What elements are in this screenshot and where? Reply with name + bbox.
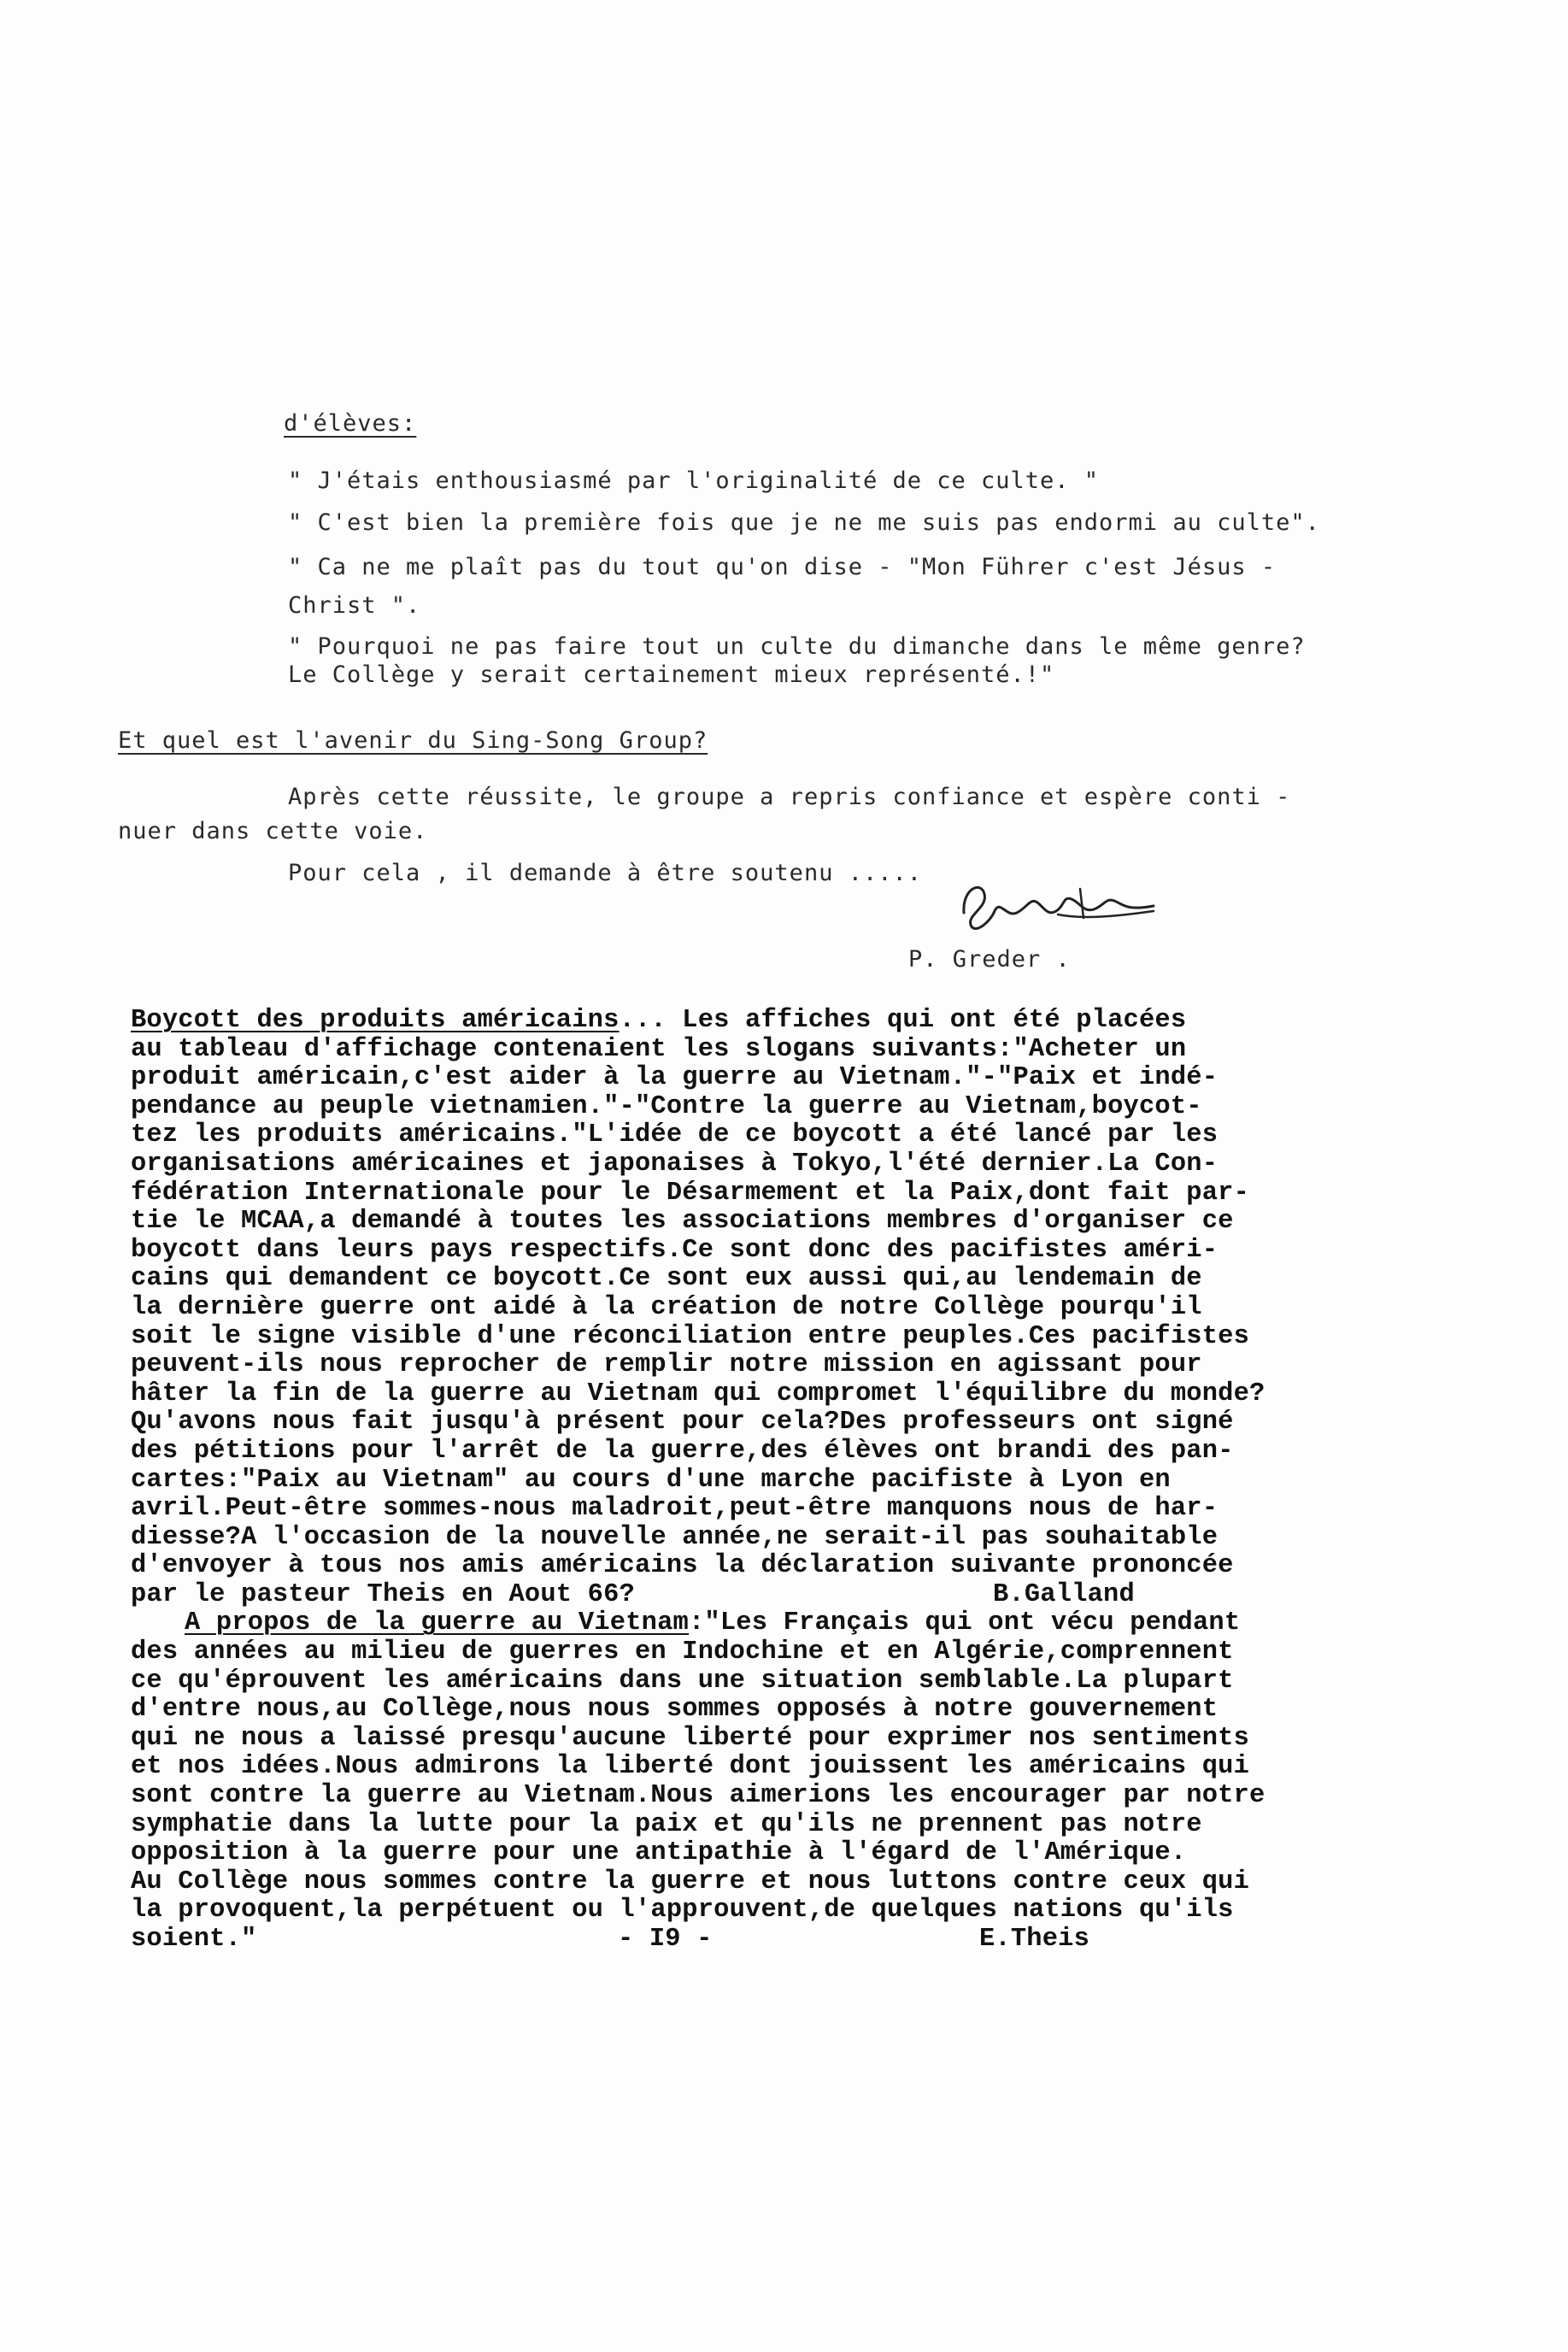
article-1-heading: Boycott des produits américains: [131, 1006, 620, 1035]
paragraph-line-1: Après cette réussite, le groupe a repris confiance et espère conti -: [288, 784, 1291, 810]
article-2-last-line: [131, 1926, 1447, 1955]
article-1-author: B.Galland: [993, 1579, 1135, 1609]
article-2-line: symphatie dans la lutte pour la paix et qu'ils ne prennent pas notre: [131, 1809, 1202, 1839]
paragraph-line-2: nuer dans cette voie.: [118, 818, 428, 844]
article-2-line: sont contre la guerre au Vietnam.Nous aimerions les encourager par notre: [131, 1781, 1266, 1811]
article-2-line: opposition à la guerre pour une antipathie à l'égard de l'Amérique.: [131, 1838, 1187, 1868]
article-1-line: organisations américaines et japonaises à Tokyo,l'été dernier.La Con-: [131, 1149, 1219, 1179]
article-1-line: Qu'avons nous fait jusqu'à présent pour cela?Des professeurs ont signé: [131, 1408, 1234, 1438]
article-1-line: avril.Peut-être sommes-nous maladroit,peut-être manquons nous de har-: [131, 1494, 1219, 1524]
article-2-line: ce qu'éprouvent les américains dans une situation semblable.La plupart: [131, 1666, 1234, 1696]
article-1-line: boycott dans leurs pays respectifs.Ce sont donc des pacifistes améri-: [131, 1235, 1219, 1265]
article-2-line: la provoquent,la perpétuent ou l'approuvent,de quelques nations qu'ils: [131, 1896, 1234, 1926]
article-2-body: [131, 1638, 1447, 1926]
student-quote-4-line-1: " Pourquoi ne pas faire tout un culte du dimanche dans le même genre?: [288, 633, 1306, 660]
upper-author: P. Greder .: [908, 946, 1071, 973]
article-1-line: la dernière guerre ont aidé à la création de notre Collège pourqu'il: [131, 1292, 1202, 1322]
article-1-line: diesse?A l'occasion de la nouvelle année,ne serait-il pas souhaitable: [131, 1522, 1219, 1552]
article-2-first-line-rest: :"Les Français qui ont vécu pendant: [689, 1608, 1241, 1638]
article-1-line: tie le MCAA,a demandé à toutes les associations membres d'organiser ce: [131, 1207, 1234, 1237]
article-2-line: qui ne nous a laissé presqu'aucune liberté pour exprimer nos sentiments: [131, 1723, 1250, 1753]
article-1-line: d'envoyer à tous nos amis américains la déclaration suivante prononcée: [131, 1551, 1234, 1581]
article-2-heading: A propos de la guerre au Vietnam: [185, 1608, 689, 1638]
student-quote-2: " C'est bien la première fois que je ne me suis pas endormi au culte".: [288, 509, 1320, 536]
article-2-author: E.Theis: [979, 1925, 1090, 1954]
article-1-line: tez les produits américains."L'idée de ce boycott a été lancé par les: [131, 1120, 1219, 1150]
articles-section: [131, 1007, 1447, 1955]
student-quote-4-line-2: Le Collège y serait certainement mieux représenté.!": [288, 662, 1055, 688]
article-1-last-line: [131, 1581, 1447, 1610]
article-1-line: hâter la fin de la guerre au Vietnam qui compromet l'équilibre du monde?: [131, 1379, 1266, 1408]
article-1-first-line-rest: ... Les affiches qui ont été placées: [619, 1006, 1187, 1035]
student-quote-3-line-2: Christ ".: [288, 592, 421, 619]
article-1-last-text: par le pasteur Theis en Aout 66?: [131, 1579, 635, 1609]
article-2-line: d'entre nous,au Collège,nous nous sommes opposés à notre gouvernement: [131, 1695, 1219, 1725]
article-1-line: produit américain,c'est aider à la guerre au Vietnam."-"Paix et indé-: [131, 1063, 1219, 1093]
page-number: - I9 -: [618, 1925, 713, 1954]
article-1-line: fédération Internationale pour le Désarmement et la Paix,dont fait par-: [131, 1178, 1250, 1208]
student-quote-3-line-1: " Ca ne me plaît pas du tout qu'on dise - "Mon Führer c'est Jésus -: [288, 554, 1277, 580]
article-2-first-line: [131, 1609, 1447, 1638]
article-2-line: des années au milieu de guerres en Indochine et en Algérie,comprennent: [131, 1638, 1234, 1667]
article-1-line: au tableau d'affichage contenaient les slogans suivants:"Acheter un: [131, 1034, 1187, 1064]
article-1-line: pendance au peuple vietnamien."-"Contre la guerre au Vietnam,boycot-: [131, 1091, 1202, 1121]
question-heading: Et quel est l'avenir du Sing-Song Group?: [118, 727, 708, 754]
article-1-line: cartes:"Paix au Vietnam" au cours d'une marche pacifiste à Lyon en: [131, 1465, 1171, 1495]
article-1-line: des pétitions pour l'arrêt de la guerre,des élèves ont brandi des pan-: [131, 1436, 1234, 1466]
article-2-last-text: soient.": [131, 1925, 257, 1954]
section-heading: d'élèves:: [284, 410, 417, 437]
article-1-first-line: [131, 1007, 1447, 1036]
paragraph-support-line: Pour cela , il demande à être soutenu .....: [288, 860, 922, 886]
article-2-line: Au Collège nous sommes contre la guerre et nous luttons contre ceux qui: [131, 1867, 1250, 1896]
article-1-line: cains qui demandent ce boycott.Ce sont eux aussi qui,au lendemain de: [131, 1264, 1202, 1294]
article-2-line: et nos idées.Nous admirons la liberté dont jouissent les américains qui: [131, 1752, 1250, 1782]
article-1-line: peuvent-ils nous reprocher de remplir notre mission en agissant pour: [131, 1350, 1202, 1380]
student-quote-1: " J'étais enthousiasmé par l'originalité de ce culte. ": [288, 467, 1100, 494]
handwritten-signature: [955, 863, 1160, 940]
article-1-body: [131, 1036, 1447, 1581]
article-1-line: soit le signe visible d'une réconciliation entre peuples.Ces pacifistes: [131, 1321, 1250, 1351]
